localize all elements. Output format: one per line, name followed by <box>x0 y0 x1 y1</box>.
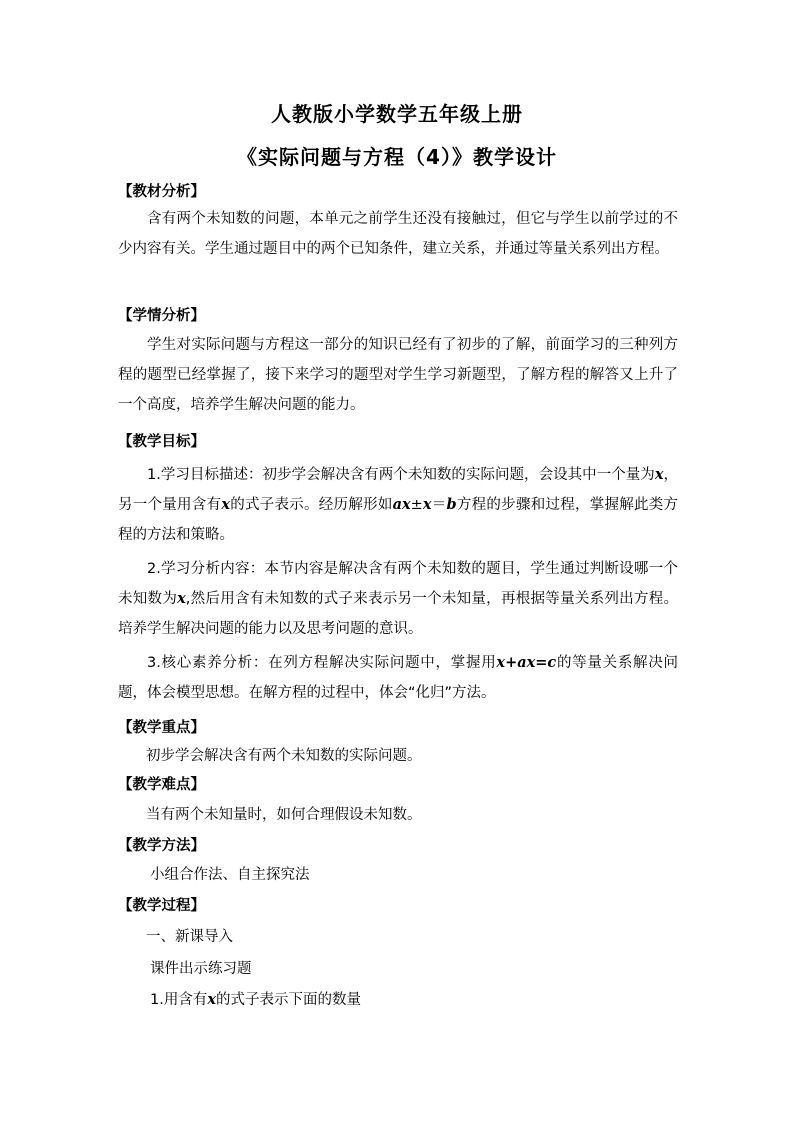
heading-teaching-focus: 【教学重点】 <box>118 720 205 736</box>
goal1-text-f: 方程的步骤和过程，掌握解此类方程的方法和策略。 <box>118 497 679 543</box>
text-process-step-1: 一、新课导入 <box>146 929 233 945</box>
heading-textbook-analysis: 【教材分析】 <box>118 184 205 200</box>
goal3-text-a: 3.核心素养分析：在列方程解决实际问题中，掌握用 <box>147 655 497 671</box>
goal1-text-a: 1.学习目标描述：初步学会解决含有两个未知数的实际问题，会设其中一个量为 <box>147 467 655 483</box>
heading-learner-analysis: 【学情分析】 <box>118 308 205 324</box>
text-teaching-focus: 初步学会解决含有两个未知数的实际问题。 <box>146 748 422 764</box>
goal1-math-a: x <box>654 466 664 483</box>
text-teaching-method: 小组合作法、自主探究法 <box>150 867 310 883</box>
document-title-line1: 人教版小学数学五年级上册 <box>271 102 523 126</box>
process-item1-text-b: 的式子表示下面的数量 <box>216 992 361 1008</box>
process-item1-math: x <box>207 991 216 1008</box>
goal1-text-b: ，另一个量用含有 <box>118 467 678 513</box>
heading-teaching-process: 【教学过程】 <box>118 898 205 914</box>
goal3-math-a: x+ax=c <box>496 654 557 671</box>
goal3-text-b: 的等量关系解决问题，体会模型思想。在解方程的过程中，体会“化归”方法。 <box>118 655 678 701</box>
goal1-text-e: ＝ <box>431 497 447 513</box>
goal2-text-b: ,然后用含有未知数的式子来表示另一个未知量，再根据等量关系列出方程。培养学生解决问题的能力以及思考问题的意识。 <box>118 591 678 637</box>
paragraph-goal-3 <box>118 648 678 708</box>
goal1-math-e: b <box>446 496 457 513</box>
heading-teaching-method: 【教学方法】 <box>118 838 205 854</box>
text-process-step-1-sub: 课件出示练习题 <box>150 961 252 977</box>
goal2-text-a: 2.学习分析内容：本节内容是解决含有两个未知数的题目，学生通过判断设哪一个未知数为 <box>118 561 678 607</box>
paragraph-learner-analysis: 学生对实际问题与方程这一部分的知识已经有了初步的了解，前面学习的三种列方程的题型已经掌握了，接下来学习的题型对学生学习新题型，了解方程的解答又上升了一个高度，培养学生解决问题的能力。 <box>118 337 678 413</box>
goal1-math-b: x <box>221 496 230 513</box>
text-process-item-1 <box>150 988 361 1009</box>
text-teaching-difficulty: 当有两个未知量时，如何合理假设未知数。 <box>146 807 422 823</box>
heading-teaching-difficulty: 【教学难点】 <box>118 777 205 793</box>
paragraph-textbook-analysis: 含有两个未知数的问题，本单元之前学生还没有接触过，但它与学生以前学过的不少内容有关。学生通过题目中的两个已知条件，建立关系，并通过等量关系列出方程。 <box>118 211 678 257</box>
heading-teaching-goals: 【教学目标】 <box>118 434 205 450</box>
document-title-line2: 《实际问题与方程（4）》教学设计 <box>237 145 557 169</box>
goal1-math-c: ax <box>392 496 411 513</box>
goal1-math-d: x <box>422 496 432 513</box>
goal1-text-d: ± <box>410 497 423 513</box>
goal2-math-a: x <box>177 590 186 607</box>
paragraph-goal-2 <box>118 554 678 644</box>
paragraph-goal-1 <box>118 460 678 550</box>
process-item1-text-a: 1.用含有 <box>150 992 208 1008</box>
goal1-text-c: 的式子表示。经历解形如 <box>229 497 393 513</box>
